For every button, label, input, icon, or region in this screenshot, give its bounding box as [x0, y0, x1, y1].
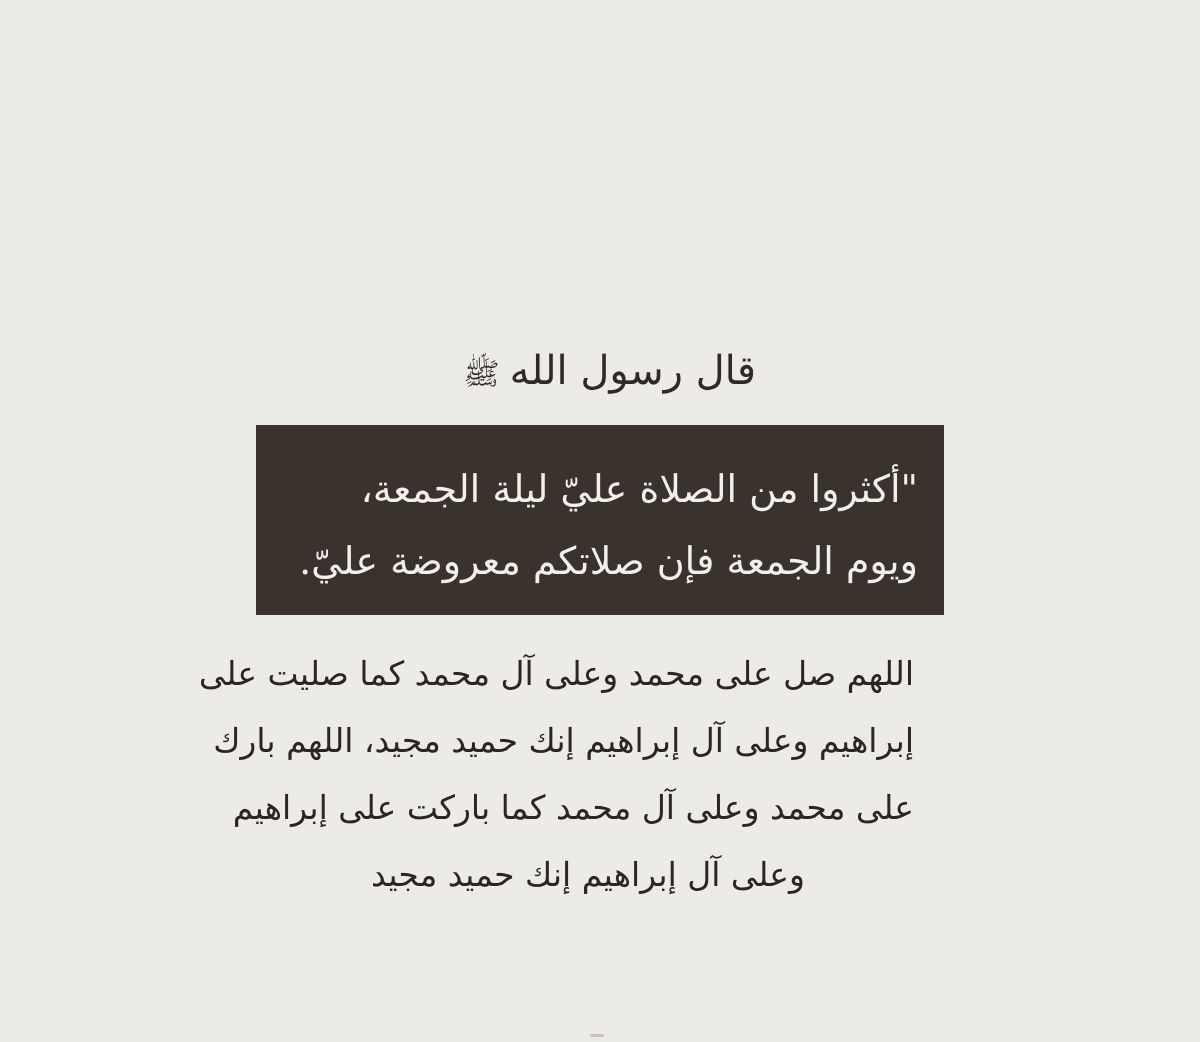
quote-line-2: ويوم الجمعة فإن صلاتكم معروضة عليّ. — [299, 539, 918, 583]
supplication-line-2: إبراهيم وعلى آل إبراهيم إنك حميد مجيد، اللهم بارك — [213, 721, 914, 760]
heading — [256, 336, 756, 406]
quote-box — [256, 425, 944, 615]
heading-text: قال رسول الله — [509, 348, 756, 394]
bottom-mark — [590, 1034, 604, 1037]
supplication-text — [198, 640, 914, 908]
supplication-line-4: وعلى آل إبراهيم إنك حميد مجيد — [371, 855, 805, 894]
quote-line-1: "أكثروا من الصلاة عليّ ليلة الجمعة، — [360, 467, 918, 511]
honorific-ligature: ﷺ — [463, 357, 500, 392]
supplication-line-1: اللهم صل على محمد وعلى آل محمد كما صليت على — [198, 654, 914, 693]
supplication-line-3: على محمد وعلى آل محمد كما باركت على إبراهيم — [232, 788, 914, 827]
